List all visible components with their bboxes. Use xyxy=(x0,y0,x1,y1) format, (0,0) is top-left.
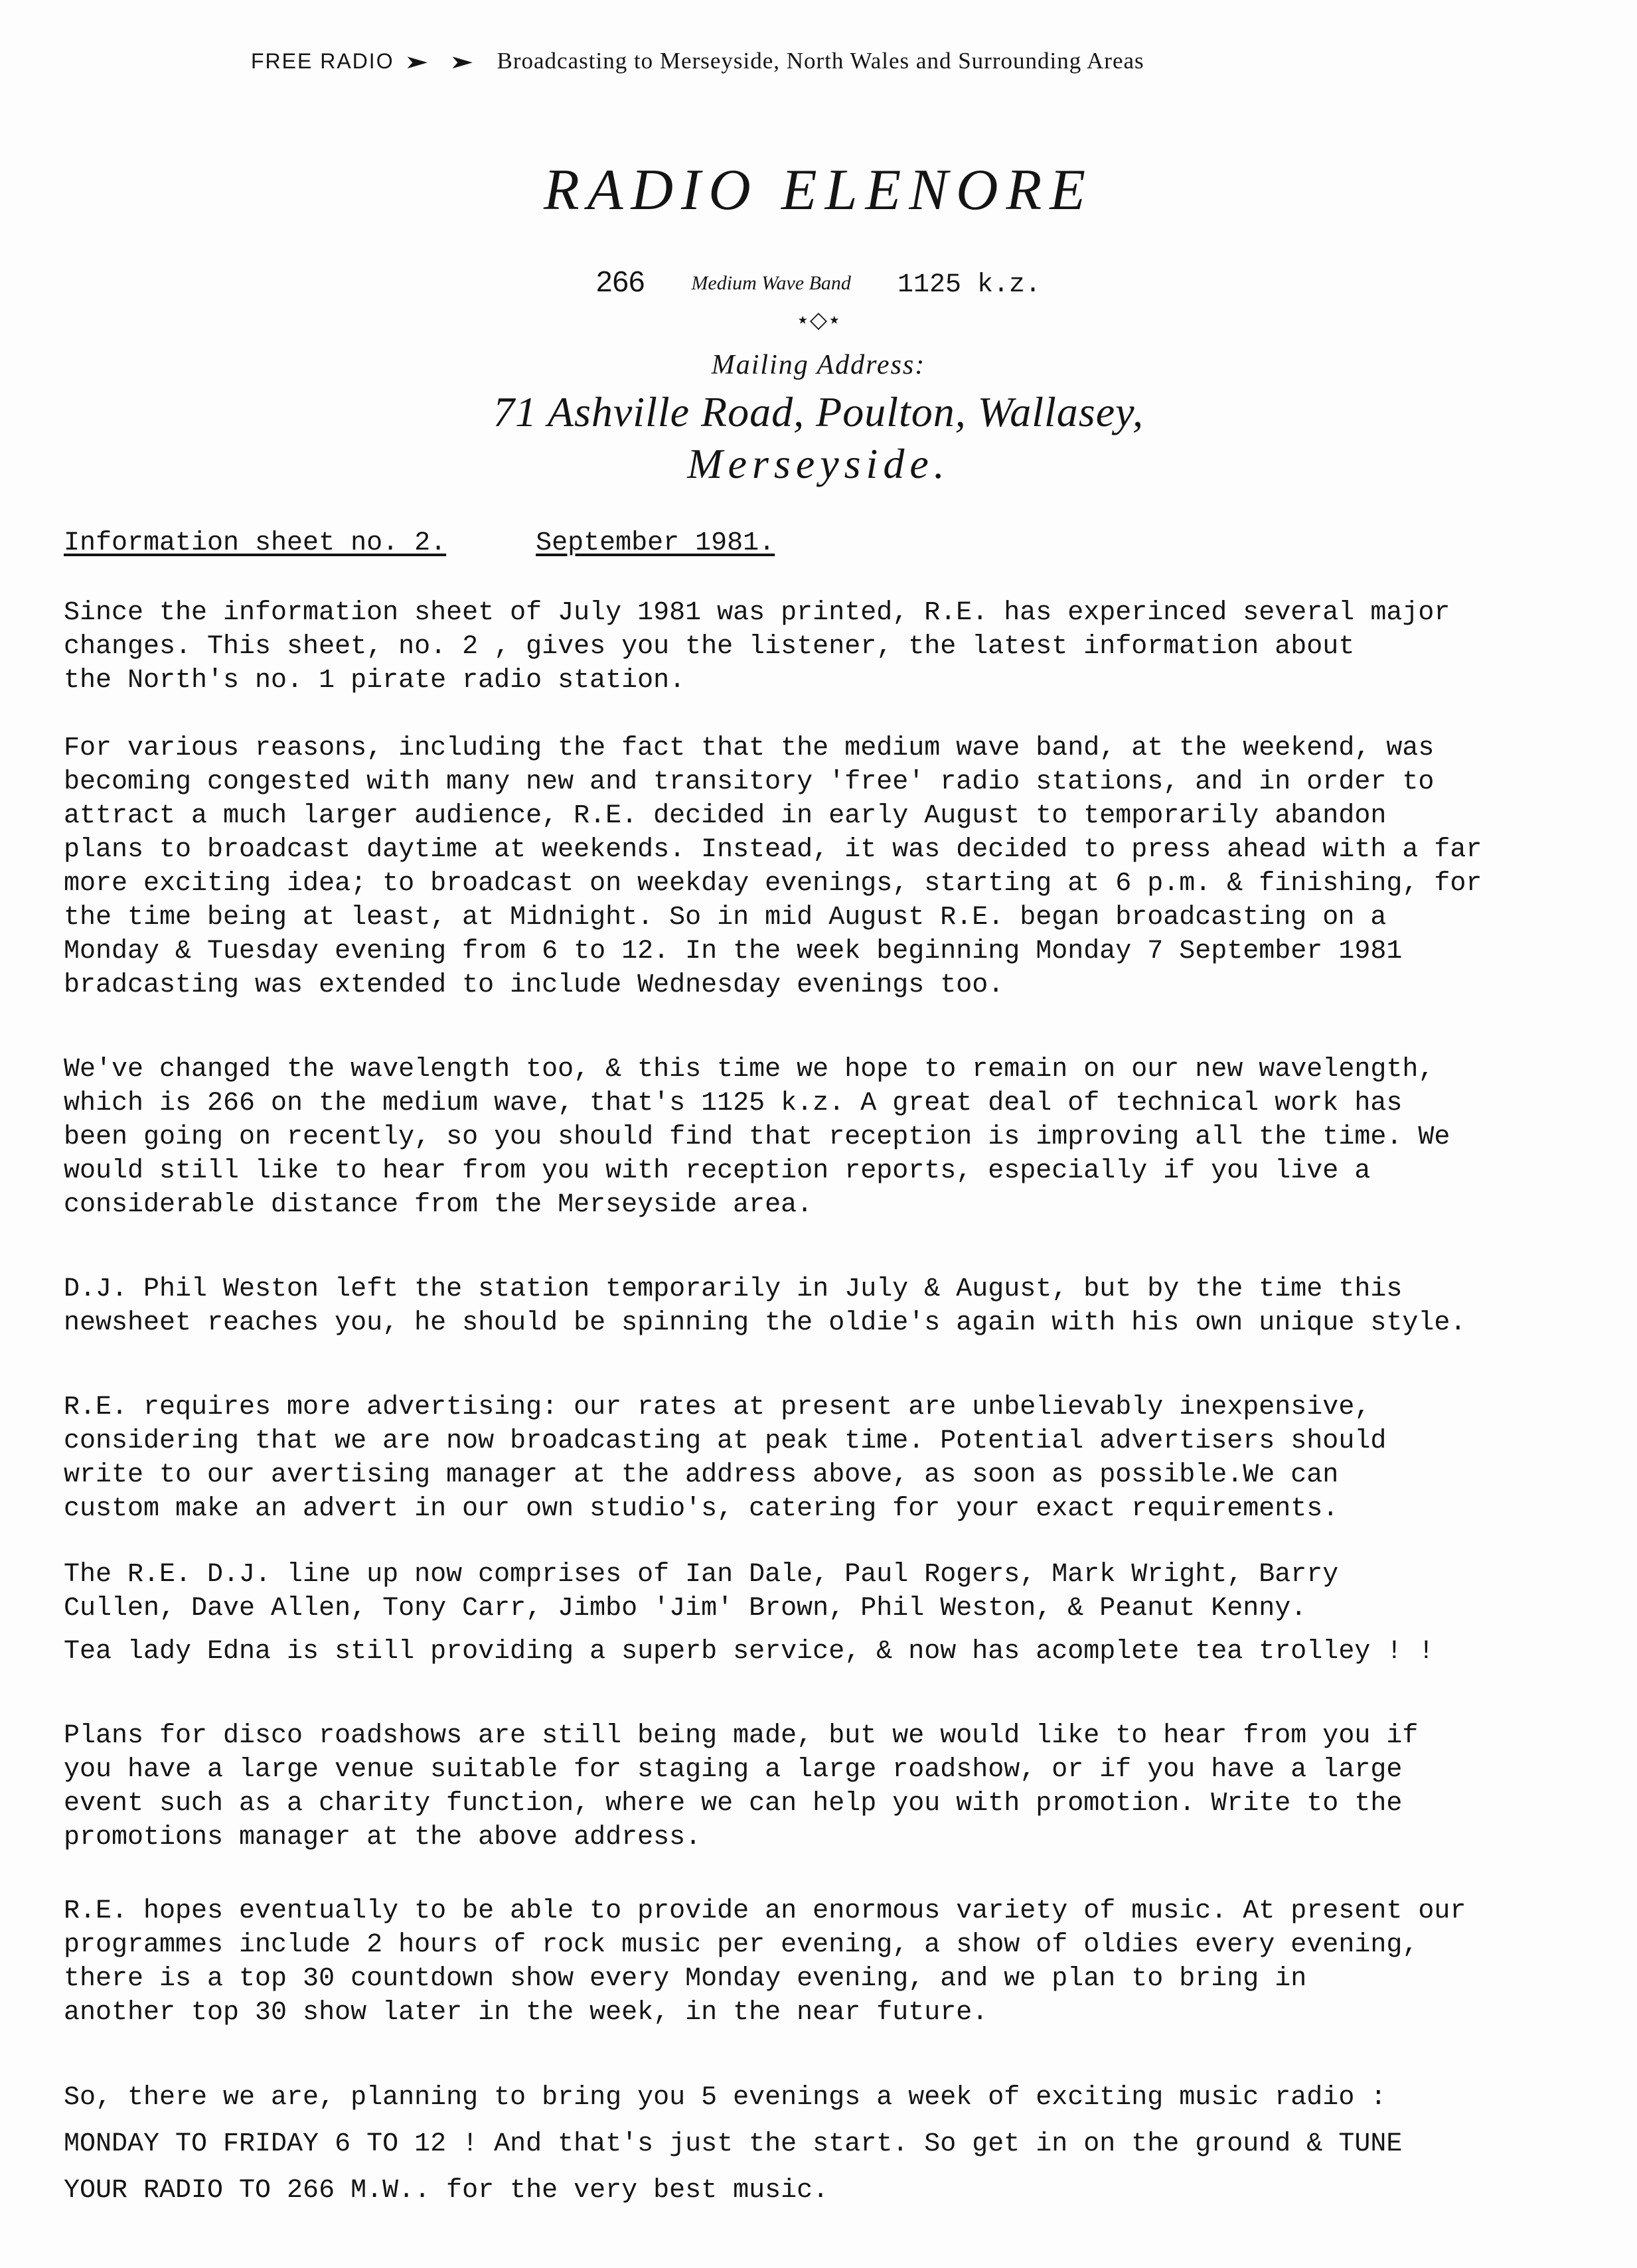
frequency-khz: 1125 k.z. xyxy=(897,270,1041,300)
info-sheet-number: Information sheet no. 2. xyxy=(64,528,447,558)
paragraph-closing: So, there we are, planning to bring you 5 evenings a week of exciting music radio : MONDAY TO FRIDAY 6 TO 12 ! And that's just the start. So get in on the ground & TUNE YOUR RADIO TO 266 M.W.. for the very best music. xyxy=(64,2083,1403,2206)
address-line-2: Merseyside. xyxy=(687,440,950,487)
paragraph-wavelength: We've changed the wavelength too, & this time we hope to remain on our new wavelength, which is 266 on the medium wave, that's 1125 k.z. A great deal of technical work has been going on recently, so you should find that reception is improving all the time. We would still like to hear from you with reception reports, especially if you live a considerable distance from the Merseyside area. xyxy=(64,1055,1450,1220)
arrow-ornament-icon: ➤ xyxy=(449,52,475,73)
paragraph-intro: Since the information sheet of July 1981 was printed, R.E. has experinced several major changes. This sheet, no. 2 , gives you the listener, the latest information about the North's no. 1 pirate radio station. xyxy=(64,598,1450,696)
station-name: RADIO ELENORE xyxy=(543,158,1094,222)
paragraph-roadshows: Plans for disco roadshows are still being made, but we would like to hear from you if you have a large venue suitable for staging a large roadshow, or if you have a large event such as a charity function, where we can help you with promotion. Write to the promotions manager at the above address. xyxy=(64,1721,1419,1852)
broadcast-tagline: Broadcasting to Merseyside, North Wales and Surrounding Areas xyxy=(497,48,1144,74)
paragraph-dj-return: D.J. Phil Weston left the station temporarily in July & August, but by the time this newsheet reaches you, he should be spinning the oldie's again with his own unique style. xyxy=(64,1274,1466,1338)
diamond-ornament-icon: ⋆◇⋆ xyxy=(795,307,842,333)
arrow-ornament-icon: ➤ xyxy=(404,52,430,73)
paragraph-advertising: R.E. requires more advertising: our rates at present are unbelievably inexpensive, considering that we are now broadcasting at peak time. Potential advertisers should write to our avertising manager at the address above, as soon as possible.We can custom make an advert in our own studio's, catering for your exact requirements. xyxy=(64,1393,1387,1524)
paragraph-tea-lady: Tea lady Edna is still providing a superb service, & now has acomplete tea trolley ! ! xyxy=(64,1637,1435,1667)
paragraph-schedule: For various reasons, including the fact that the medium wave band, at the weekend, was becoming congested with many new and transitory 'free' radio stations, and in order to attract a much larger audience, R.E. decided in early August to temporarily abandon plans to broadcast daytime at weekends. Instead, it was decided to press ahead with a far more exciting idea; to broadcast on weekday evenings, starting at 6 p.m. & finishing, for the time being at least, at Midnight. So in mid August R.E. began broadcasting on a Monday & Tuesday evening from 6 to 12. In the week beginning Monday 7 September 1981 bradcasting was extended to include Wednesday evenings too. xyxy=(64,733,1482,1000)
band-label: Medium Wave Band xyxy=(691,272,851,294)
paragraph-music-variety: R.E. hopes eventually to be able to provide an enormous variety of music. At present our programmes include 2 hours of rock music per evening, a show of oldies every evening, there is a top 30 countdown show every Monday evening, and we plan to bring in another top 30 show later in the week, in the near future. xyxy=(64,1896,1466,2028)
mailing-address-label: Mailing Address: xyxy=(711,350,926,380)
mailing-address xyxy=(0,386,1637,490)
paragraph-dj-lineup: The R.E. D.J. line up now comprises of Ian Dale, Paul Rogers, Mark Wright, Barry Cullen, Dave Allen, Tony Carr, Jimbo 'Jim' Brown, Phil Weston, & Peanut Kenny. xyxy=(64,1560,1339,1624)
frequency-metres: 266 xyxy=(596,265,645,298)
frequency-line xyxy=(0,265,1637,300)
letterhead-strapline xyxy=(251,48,1446,74)
info-sheet-heading xyxy=(64,528,775,558)
address-line-1: 71 Ashville Road, Poulton, Wallasey, xyxy=(493,388,1144,435)
free-radio-label: FREE RADIO xyxy=(251,49,394,73)
body-text xyxy=(64,596,1591,2214)
info-sheet-date: September 1981. xyxy=(536,528,775,558)
